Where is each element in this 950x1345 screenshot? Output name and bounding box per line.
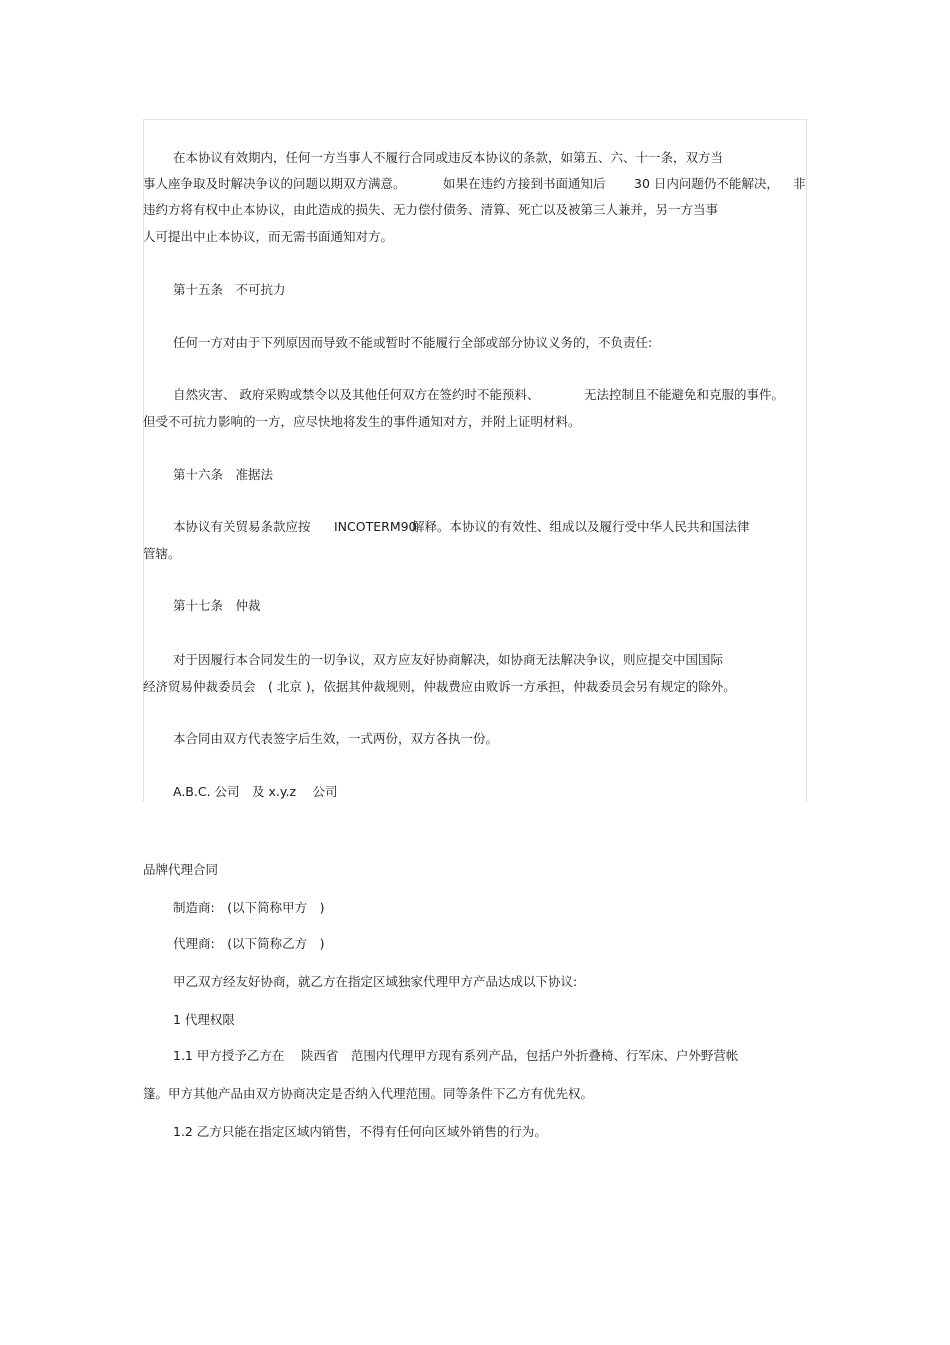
agent-line: 代理商: (以下简称乙方 ) [173, 936, 325, 951]
signing-parties: A.B.C. 公司 及 x.y.z 公司 [173, 784, 338, 799]
article14-line-4: 人可提出中止本协议，而无需书面通知对方。 [143, 229, 394, 244]
article16-title: 第十六条 准据法 [173, 467, 274, 482]
manufacturer-line: 制造商: (以下简称甲方 ) [173, 900, 325, 915]
article15-detail-2: 但受不可抗力影响的一方，应尽快地将发生的事件通知对方，并附上证明材料。 [143, 414, 581, 429]
article17-text-1: 对于因履行本合同发生的一切争议，双方应友好协商解决，如协商无法解决争议，则应提交中国国际 [173, 652, 724, 667]
intro-line: 甲乙双方经友好协商，就乙方在指定区域独家代理甲方产品达成以下协议: [173, 974, 578, 989]
section-1-heading: 1 代理权限 [173, 1012, 235, 1027]
article14-line-2c: 30 日内问题仍不能解决， [634, 176, 779, 191]
article14-line-2d: 非 [793, 176, 806, 191]
article14-line-3: 违约方将有权中止本协议，由此造成的损失、无力偿付债务、清算、死亡以及被第三人兼并，另一方当事 [143, 202, 719, 217]
article17-text-2: 经济贸易仲裁委员会 ( 北京 )，依据其仲裁规则，仲裁费应由败诉一方承担，仲裁委员会另有规定的除外。 [143, 679, 736, 694]
article16-text-1c: 解释。本协议的有效性、组成以及履行受中华人民共和国法律 [412, 519, 750, 534]
article14-line-2a: 事人座争取及时解决争议的问题以期双方满意。 [143, 176, 406, 191]
article16-text-1a: 本协议有关贸易条款应按 [173, 519, 311, 534]
article15-detail-1a: 自然灾害、 政府采购或禁令以及其他任何双方在签约时不能预料、 [173, 387, 540, 402]
effect-clause: 本合同由双方代表签字后生效，一式两份，双方各执一份。 [173, 731, 499, 746]
contract-title: 品牌代理合同 [143, 862, 219, 877]
article15-text: 任何一方对由于下列原因而导致不能或暂时不能履行全部或部分协议义务的，不负责任: [173, 335, 653, 350]
article14-line-1: 在本协议有效期内，任何一方当事人不履行合同或违反本协议的条款，如第五、六、十一条，双方当 [173, 150, 724, 165]
article14-line-2b: 如果在违约方接到书面通知后 [443, 176, 606, 191]
article17-title: 第十七条 仲裁 [173, 598, 261, 613]
page-frame [143, 119, 807, 802]
section-1-1-line-2: 篷。甲方其他产品由双方协商决定是否纳入代理范围。同等条件下乙方有优先权。 [143, 1086, 594, 1101]
article16-text-1b: INCOTERM90 [334, 519, 417, 534]
section-1-2: 1.2 乙方只能在指定区域内销售，不得有任何向区域外销售的行为。 [173, 1124, 547, 1139]
article16-text-2: 管辖。 [143, 546, 181, 561]
section-1-1-line-1: 1.1 甲方授予乙方在 陕西省 范围内代理甲方现有系列产品，包括户外折叠椅、行军床、户外野营帐 [173, 1048, 739, 1063]
article15-detail-1b: 无法控制且不能避免和克服的事件。 [584, 387, 785, 402]
article15-title: 第十五条 不可抗力 [173, 282, 286, 297]
